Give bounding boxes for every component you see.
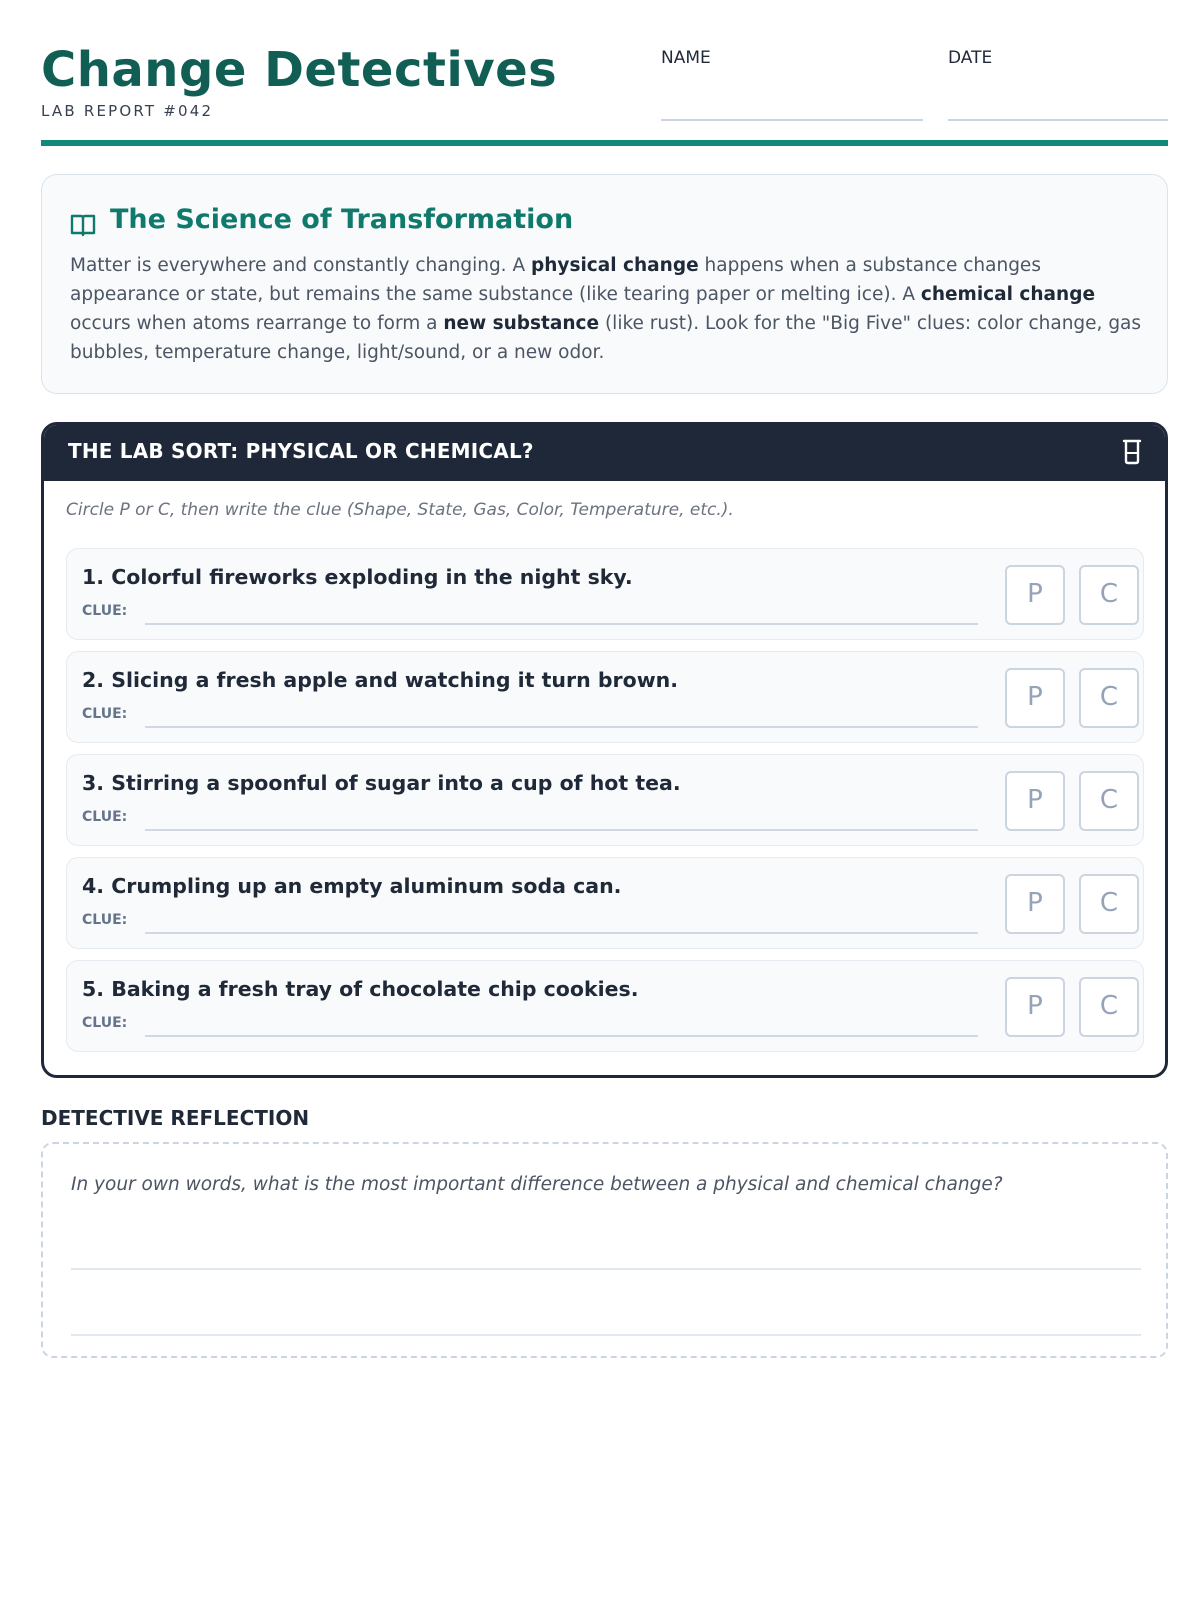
sort-item	[66, 960, 1144, 1052]
sort-item-text: 1. Colorful fireworks exploding in the night sky.	[82, 565, 633, 589]
physical-option[interactable]: P	[1005, 668, 1065, 728]
lab-sort-panel	[41, 422, 1168, 1078]
lab-sort-header	[44, 425, 1165, 481]
sort-item-text: 5. Baking a fresh tray of chocolate chip cookies.	[82, 977, 639, 1001]
reflection-answer-line	[71, 1334, 1141, 1336]
clue-answer-line[interactable]	[145, 829, 978, 831]
sort-item-text: 4. Crumpling up an empty aluminum soda can.	[82, 874, 622, 898]
intro-text-part: (like rust). Look for the "Big Five" clues: color change, gas bubbles, temperature change, light/sound, or a new odor.	[70, 313, 1142, 363]
intro-text-part: occurs when atoms rearrange to form a	[70, 313, 444, 334]
sort-item	[66, 651, 1144, 743]
clue-label: CLUE:	[82, 1015, 128, 1031]
term-chemical-change: chemical change	[920, 284, 1095, 305]
sort-item-text: 2. Slicing a fresh apple and watching it turn brown.	[82, 668, 679, 692]
term-physical-change: physical change	[530, 255, 699, 276]
chemical-option[interactable]: C	[1079, 565, 1139, 625]
reflection-answer-area[interactable]	[71, 1216, 1141, 1268]
physical-option[interactable]: P	[1005, 565, 1065, 625]
date-field[interactable]	[948, 119, 1168, 121]
clue-label: CLUE:	[82, 603, 128, 619]
lab-report-number: LAB REPORT #042	[41, 102, 214, 120]
chemical-option[interactable]: C	[1079, 874, 1139, 934]
worksheet-header	[41, 40, 1168, 148]
reflection-question: In your own words, what is the most important difference between a physical and chemical change?	[71, 1174, 1003, 1195]
name-field[interactable]	[661, 119, 923, 121]
chemical-option[interactable]: C	[1079, 977, 1139, 1037]
sort-item	[66, 754, 1144, 846]
chemical-option[interactable]: C	[1079, 771, 1139, 831]
reflection-answer-line	[71, 1268, 1141, 1270]
chemical-option[interactable]: C	[1079, 668, 1139, 728]
book-icon	[70, 211, 96, 237]
beaker-icon	[1121, 439, 1143, 465]
term-new-substance: new substance	[443, 313, 600, 334]
clue-answer-line[interactable]	[145, 1035, 978, 1037]
clue-answer-line[interactable]	[145, 726, 978, 728]
clue-answer-line[interactable]	[145, 932, 978, 934]
intro-title: The Science of Transformation	[110, 204, 574, 235]
clue-label: CLUE:	[82, 912, 128, 928]
sort-item	[66, 548, 1144, 640]
page-title: Change Detectives	[41, 42, 558, 98]
date-label: DATE	[948, 48, 993, 68]
reflection-title: DETECTIVE REFLECTION	[41, 1106, 310, 1130]
intro-text-part: Matter is everywhere and constantly changing. A	[70, 255, 531, 276]
sort-item	[66, 857, 1144, 949]
clue-label: CLUE:	[82, 809, 128, 825]
intro-paragraph	[70, 251, 1145, 367]
clue-answer-line[interactable]	[145, 623, 978, 625]
intro-text-part: happens when a substance changes appearance or state, but remains the same substance (like tearing paper or melting ice). A	[70, 255, 1041, 305]
clue-label: CLUE:	[82, 706, 128, 722]
header-divider	[41, 140, 1168, 146]
name-label: NAME	[661, 48, 711, 68]
physical-option[interactable]: P	[1005, 977, 1065, 1037]
reflection-answer-area[interactable]	[71, 1282, 1141, 1334]
physical-option[interactable]: P	[1005, 771, 1065, 831]
sort-item-text: 3. Stirring a spoonful of sugar into a cup of hot tea.	[82, 771, 681, 795]
physical-option[interactable]: P	[1005, 874, 1065, 934]
lab-sort-title: THE LAB SORT: PHYSICAL OR CHEMICAL?	[68, 439, 534, 463]
lab-sort-instructions: Circle P or C, then write the clue (Shape, State, Gas, Color, Temperature, etc.).	[66, 500, 734, 520]
reflection-box	[41, 1142, 1168, 1358]
intro-card	[41, 174, 1168, 394]
